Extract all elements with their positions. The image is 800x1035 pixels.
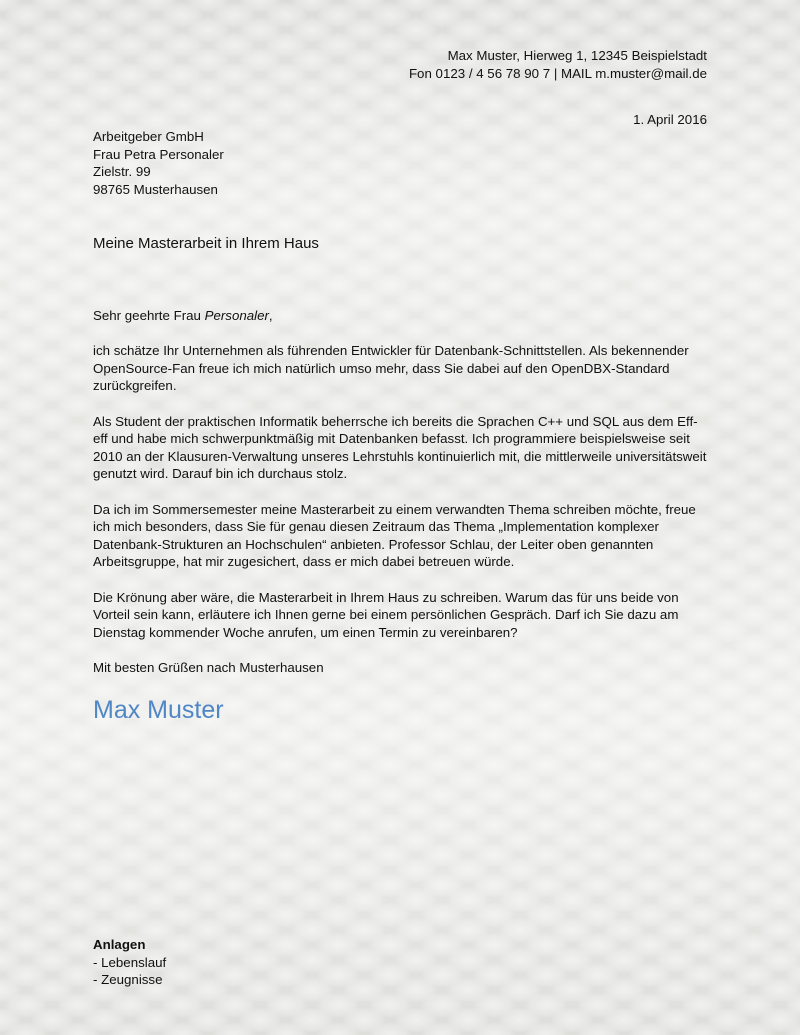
- recipient-street: Zielstr. 99: [93, 164, 151, 180]
- body-paragraph-3: Da ich im Sommersemester meine Masterarbeit zu einem verwandten Thema schreiben möchte, freue ich mich besonders, dass Sie für genau diesen Zeitraum das Thema „Implementation komplexer Datenbank-Strukturen an Hochschulen“ anbieten. Professor Schlau, der Leiter oben genannten Arbeitsgruppe, hat mir zugesichert, dass er mich dabei betreuen würde.: [93, 501, 696, 570]
- sender-address: Max Muster, Hierweg 1, 12345 Beispielstadt: [447, 48, 707, 63]
- body-paragraph-2: Als Student der praktischen Informatik beherrsche ich bereits die Sprachen C++ und SQL aus dem Eff-eff und habe mich schwerpunktmäßig mit Datenbanken befasst. Ich programmiere beispielsweise seit 2010 an der Klausuren-Verwaltung unseres Lehrstuhls kontinuierlich mit, die mittlerweile universitätsweit genutzt wird. Darauf bin ich durchaus stolz.: [93, 413, 707, 482]
- letter-body: [93, 307, 708, 694]
- recipient-block: [93, 128, 224, 198]
- attachments-heading: Anlagen: [93, 937, 146, 952]
- attachment-item: - Lebenslauf: [93, 954, 167, 970]
- body-paragraph-1: ich schätze Ihr Unternehmen als führenden Entwickler für Datenbank-Schnittstellen. Als bekennender OpenSource-Fan freue ich mich natürlich umso mehr, dass Sie dabei auf den OpenDBX-Standard zurückgreifen.: [93, 343, 689, 394]
- recipient-city: 98765 Musterhausen: [93, 181, 218, 197]
- salutation: [93, 307, 708, 325]
- salutation-name: Personaler: [204, 308, 269, 323]
- letter-date: 1. April 2016: [633, 112, 707, 127]
- sender-block: [409, 47, 707, 82]
- attachments-block: [93, 936, 166, 989]
- salutation-prefix: Sehr geehrte Frau: [93, 308, 205, 323]
- body-paragraph-4: Die Krönung aber wäre, die Masterarbeit in Ihrem Haus zu schreiben. Warum das für uns beide von Vorteil sein kann, erläutere ich Ihnen gerne bei einem persönlichen Gespräch. Darf ich Sie dazu am Dienstag kommender Woche anrufen, um einen Termin zu vereinbaren?: [93, 589, 679, 640]
- closing: Mit besten Grüßen nach Musterhausen: [93, 659, 324, 675]
- recipient-name: Frau Petra Personaler: [93, 146, 224, 162]
- signature: Max Muster: [93, 696, 224, 724]
- salutation-suffix: ,: [268, 308, 273, 323]
- attachment-item: - Zeugnisse: [93, 972, 163, 988]
- sender-contact: Fon 0123 / 4 56 78 90 7 | MAIL m.muster@mail.de: [408, 65, 707, 81]
- letter-subject: Meine Masterarbeit in Ihrem Haus: [93, 235, 319, 252]
- recipient-company: Arbeitgeber GmbH: [93, 129, 204, 144]
